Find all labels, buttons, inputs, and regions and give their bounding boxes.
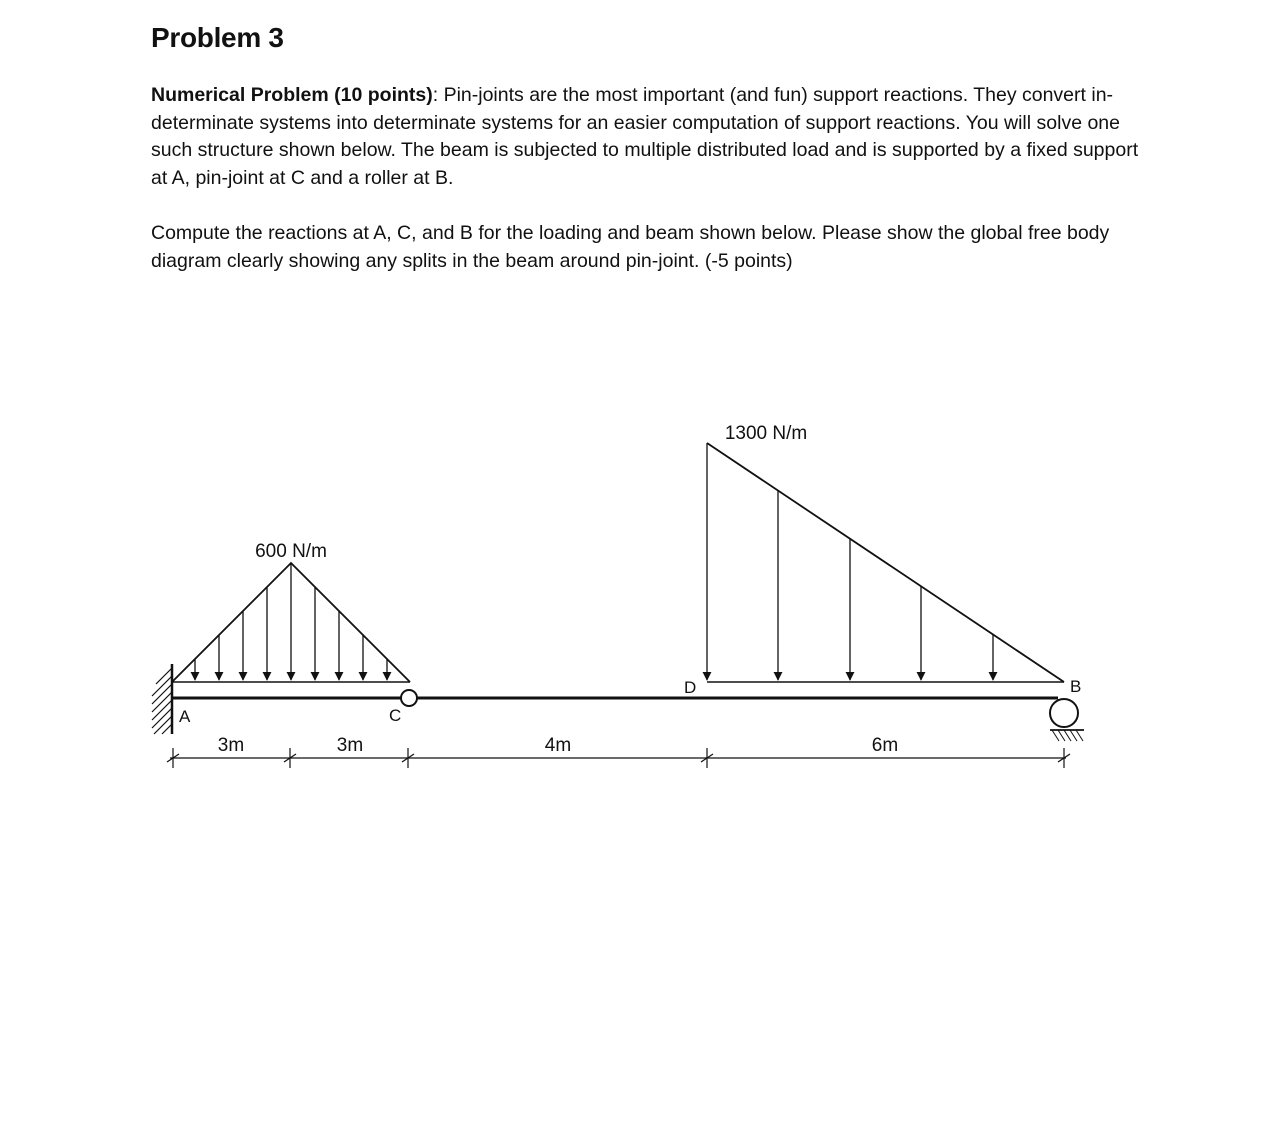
task-instructions: Compute the reactions at A, C, and B for the loading and beam shown below. Please show the global free body diagram clearly showing any splits in the beam around pin-joint. (-5 points) [151, 222, 1110, 272]
distributed-load-600 [172, 563, 410, 682]
dimension-label-4: 6m [871, 735, 899, 756]
dimension-line [167, 748, 1070, 768]
intro-colon: : [432, 84, 439, 106]
dimension-label-3: 4m [544, 735, 572, 756]
distributed-load-1300 [707, 443, 1064, 682]
point-label-a: A [179, 707, 191, 726]
load-label-600: 600 N/m [255, 541, 327, 562]
roller-support-b [1050, 699, 1084, 741]
point-label-b: B [1070, 677, 1082, 696]
intro-text: Pin-joints are the most important (and fun) support reactions. They convert in-determinate systems into determinate systems for an easier computation of support reactions. You will solve one such structure shown below. The beam is subjected to multiple distributed load and is supported by a fixed support at A, pin-joint at C and a roller at B. [151, 84, 1139, 189]
dimension-label-2: 3m [336, 735, 364, 756]
pin-joint-c [401, 690, 417, 706]
intro-label: Numerical Problem (10 points) [151, 84, 433, 106]
problem-title: Problem 3 [151, 22, 284, 53]
load-label-1300: 1300 N/m [724, 423, 808, 444]
dimension-label-1: 3m [217, 735, 245, 756]
fixed-support-a [152, 664, 172, 734]
point-label-c: C [389, 706, 402, 725]
point-label-d: D [684, 678, 697, 697]
